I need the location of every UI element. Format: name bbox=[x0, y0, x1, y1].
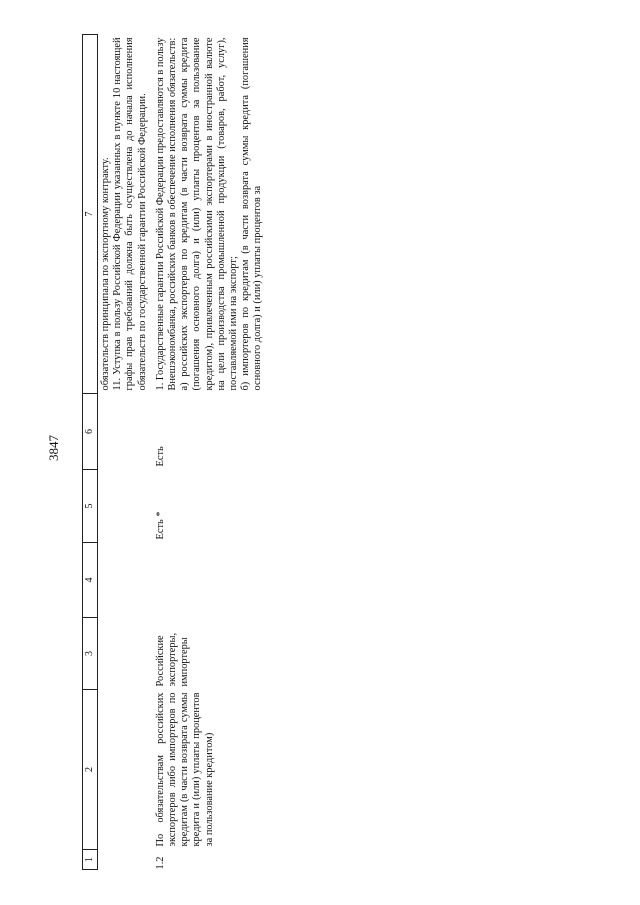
column-header-7: 7 bbox=[83, 35, 98, 394]
rotated-table-area bbox=[82, 35, 627, 870]
conditions-cell bbox=[153, 35, 265, 394]
text-paragraph: 1. Государственные гарантии Российской Федерации предоставляются в пользу Внешэкономбанка, российских банков в обеспечение исполнения обязательств: bbox=[154, 37, 179, 391]
col6-value: Есть bbox=[154, 446, 166, 467]
column-header-3: 3 bbox=[83, 618, 98, 690]
column-header-4: 4 bbox=[83, 543, 98, 618]
guarantee-table bbox=[82, 34, 265, 870]
text-paragraph: 11. Уступка в пользу Российской Федерации указанных в пункте 10 настоящей графы прав требований должна быть осуществлена до начала исполнения обязательств по государственной гарантии Российской Федерации. bbox=[112, 37, 148, 391]
obligation-description: По обязательствам российских экспортеров либо импортеров по кредитам (в части возврата суммы кредита и (или) уплаты процентов за пользование кредитом) bbox=[154, 692, 215, 847]
table-row-continuation bbox=[98, 35, 149, 870]
table-row-1-2 bbox=[153, 35, 265, 870]
empty-cell bbox=[153, 543, 265, 618]
text-paragraph: б) импортеров по кредитам (в части возврата суммы кредита (погашения основного долга) и (или) уплаты процентов за bbox=[240, 37, 264, 391]
column-header-5: 5 bbox=[83, 470, 98, 543]
page-number: 3847 bbox=[46, 435, 61, 461]
text-paragraph: а) российских экспортеров по кредитам (в части возврата суммы кредита (погашения основного долга) и (или) уплаты процентов за пользование кредитом), привлеченным российскими экспортерами в иностранной валюте на цели производства промышленной продукции (товаров, работ, услуг), поставляемой ими на экспорт; bbox=[179, 37, 240, 391]
column-header-6: 6 bbox=[83, 394, 98, 470]
row-number: 1.2 bbox=[154, 856, 166, 870]
column-number-row bbox=[83, 35, 98, 870]
principals-cell: Российские экспортеры, импортеры bbox=[154, 632, 191, 687]
col5-value: Есть * bbox=[154, 511, 166, 540]
text-paragraph: обязательств принципала по экспортному контракту. bbox=[100, 157, 111, 391]
column-header-2: 2 bbox=[83, 690, 98, 850]
continuation-cell bbox=[98, 35, 149, 394]
column-header-1: 1 bbox=[83, 850, 98, 870]
